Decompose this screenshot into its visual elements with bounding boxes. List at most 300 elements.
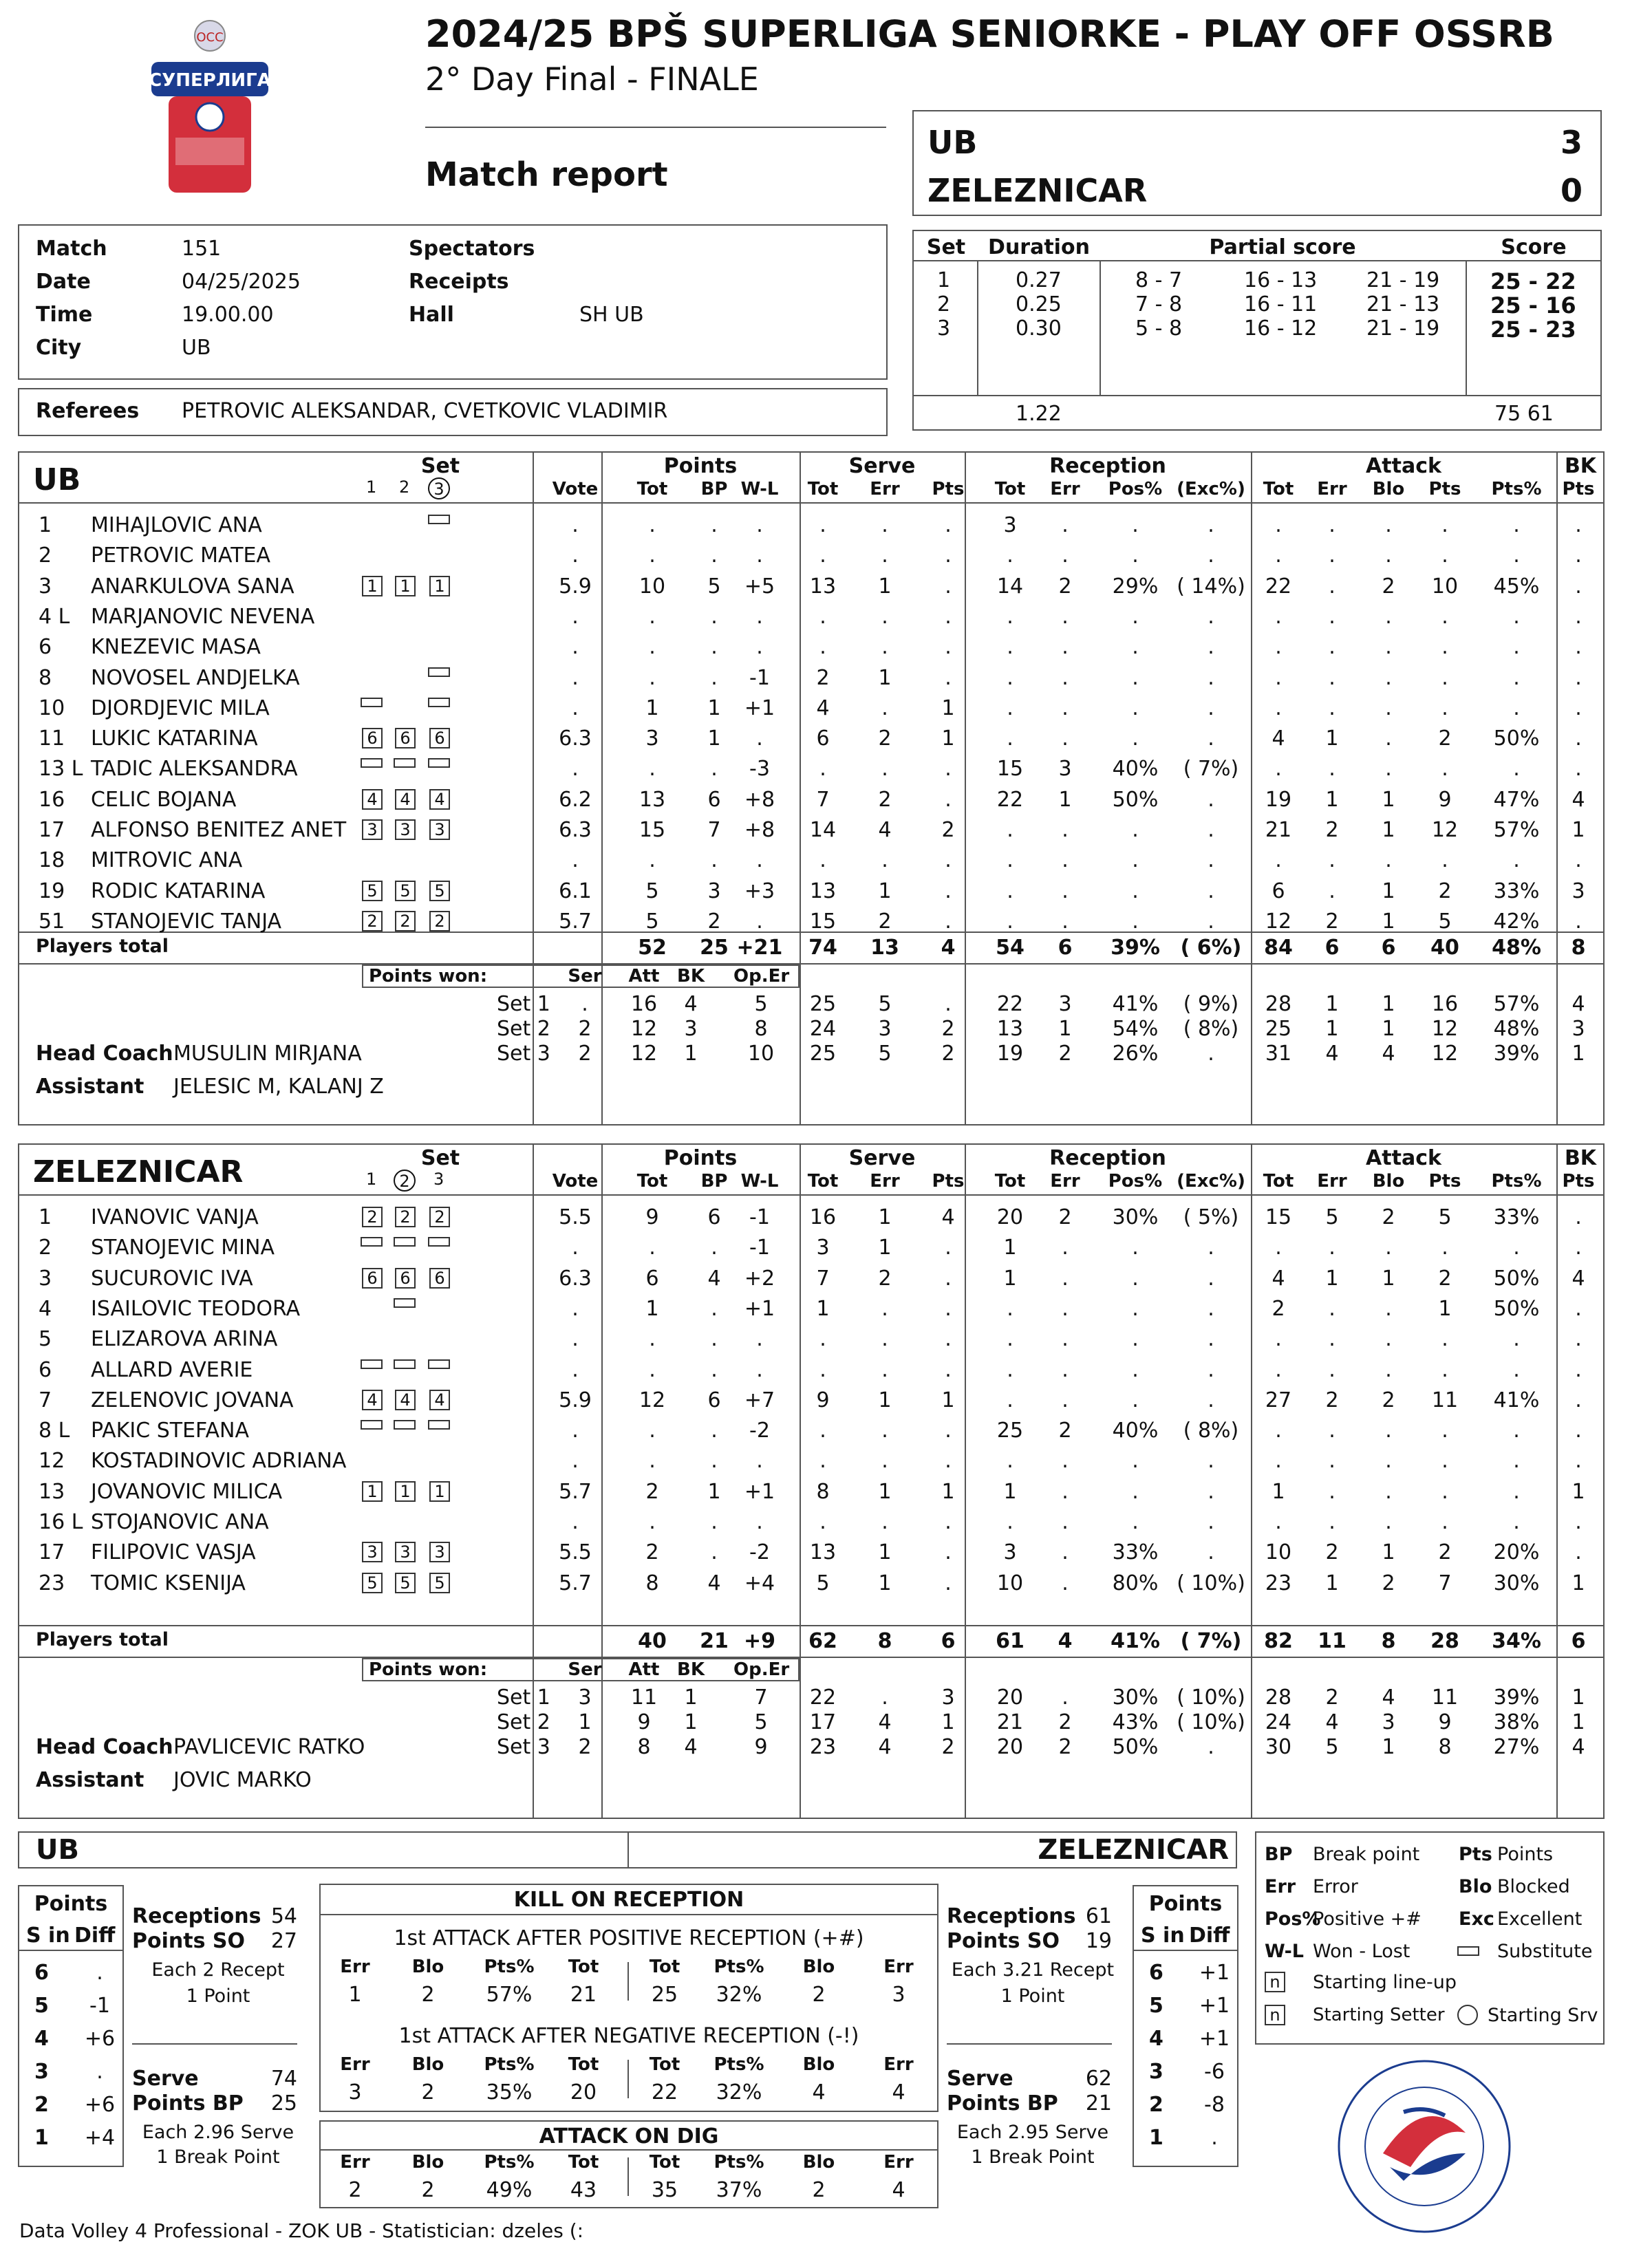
player-name: ZELENOVIC JOVANA [91, 1388, 294, 1412]
stat-cell: . [1208, 726, 1214, 751]
legend-meaning: Positive +# [1313, 1908, 1422, 1930]
total-cell: ( 6%) [1180, 936, 1242, 960]
stat-cell: . [1329, 604, 1335, 629]
column-subheader: Err [1050, 479, 1080, 499]
stat-cell: . [1575, 665, 1582, 690]
starting-position-box: 3 [429, 1542, 450, 1562]
reception-divider [132, 2043, 297, 2045]
stat-cell: 2 [1058, 1419, 1072, 1443]
stat-cell: 5.9 [559, 574, 592, 599]
legend-meaning: Blocked [1497, 1876, 1570, 1897]
stat-cell: . [1062, 1388, 1069, 1412]
player-name: LUKIC KATARINA [91, 726, 258, 751]
total-cell: 8 [1571, 936, 1586, 960]
set-stat-cell: 25 [809, 992, 837, 1016]
total-divider-bottom [18, 963, 1605, 965]
column-subheader: Pts [932, 479, 965, 499]
stat-cell: . [1275, 1327, 1282, 1352]
set-row-label: Set 2 [497, 1710, 550, 1734]
set-stat-cell: 19 [996, 1042, 1024, 1066]
stat-cell: 1 [1571, 818, 1585, 842]
stat-cell: 7 [816, 1266, 830, 1291]
set-header: Set [420, 1146, 460, 1170]
stat-cell: . [1208, 635, 1214, 660]
set-mark: 1 [366, 1170, 377, 1189]
stat-cell: 3 [1058, 757, 1072, 782]
stat-cell: 20 [996, 1205, 1024, 1229]
column-subheader: Tot [636, 479, 668, 499]
stat-cell: . [819, 513, 826, 537]
stat-cell: 5.5 [559, 1205, 592, 1229]
stat-cell: -2 [749, 1540, 770, 1565]
stat-cell: 4 [1571, 1266, 1585, 1291]
column-subheader: Tot [994, 479, 1026, 499]
serve-header: Serve [848, 1146, 916, 1170]
stat-cell: . [945, 635, 952, 660]
stat-cell: 1 [1325, 787, 1339, 812]
stat-cell: . [819, 1419, 826, 1443]
stat-cell: . [1007, 1296, 1013, 1321]
footer-text: Data Volley 4 Professional - ZOK UB - Statistician: dzeles (: [19, 2219, 584, 2242]
points-won-heading: BK [677, 966, 705, 987]
player-number: 17 [39, 1540, 65, 1565]
stat-cell: . [1062, 848, 1069, 873]
stat-cell: 12 [639, 1388, 666, 1412]
set-mark: 2 [394, 1170, 416, 1192]
head-coach-label: Head Coach [36, 1735, 173, 1759]
stat-cell: . [1208, 909, 1214, 934]
stat-cell: . [881, 848, 888, 873]
stat-cell: . [1513, 757, 1520, 782]
stat-cell: 5.7 [559, 1571, 592, 1595]
set-header: Set [420, 454, 460, 478]
set-stat-cell: 24 [809, 1017, 837, 1041]
stat-cell: 4 [816, 696, 830, 720]
points-won-cell: 9 [637, 1710, 651, 1734]
set-stat-cell: 1 [1382, 1735, 1395, 1759]
stat-cell: 13 [809, 1540, 837, 1565]
total-cell: 8 [877, 1629, 892, 1653]
serve-ratio-note-2: 1 Break Point [971, 2146, 1095, 2168]
stat-cell: 2 [1438, 1540, 1452, 1565]
stat-cell: 15 [639, 818, 666, 842]
set-stat-cell: 57% [1493, 992, 1540, 1016]
player-name: MIHAJLOVIC ANA [91, 513, 262, 537]
stat-cell: . [1441, 543, 1448, 568]
stat-cell: . [1441, 1357, 1448, 1382]
stat-cell: . [1329, 1419, 1335, 1443]
stat-cell: 5.7 [559, 909, 592, 934]
receptions-value: 54 [270, 1904, 297, 1928]
kor-value: 2 [812, 2178, 826, 2202]
substitute-marker [361, 758, 383, 768]
stat-cell: . [1208, 1479, 1214, 1504]
set-stat-cell: 5 [1325, 1735, 1339, 1759]
stat-cell: . [1575, 635, 1582, 660]
column-subheader: Tot [807, 479, 839, 499]
stat-cell: . [649, 604, 656, 629]
stat-cell: +1 [744, 696, 775, 720]
stat-cell: . [819, 757, 826, 782]
set-stat-cell: 4 [878, 1710, 892, 1734]
serve-ratio-note-2: 1 Break Point [156, 2146, 280, 2168]
stat-cell: . [572, 1449, 579, 1474]
stat-cell: . [1385, 1419, 1392, 1443]
stat-cell: . [1513, 1510, 1520, 1534]
stat-cell: . [945, 574, 952, 599]
kor-center-divider [627, 2157, 629, 2196]
stat-cell: . [572, 848, 579, 873]
stat-cell: . [1208, 1449, 1214, 1474]
serve-value: 74 [270, 2067, 297, 2091]
points-won-cell: 12 [630, 1017, 658, 1041]
set-stat-cell: 39% [1493, 1685, 1540, 1710]
svg-text:OCC: OCC [196, 30, 224, 45]
rotation-number: 2 [1149, 2093, 1163, 2117]
partial-score-8: 7 - 8 [1135, 292, 1183, 316]
stat-cell: . [1385, 696, 1392, 720]
set-stat-cell: 1 [1325, 1017, 1339, 1041]
city-label: City [36, 336, 82, 360]
stat-cell: 15 [1265, 1205, 1292, 1229]
stat-cell: . [1007, 818, 1013, 842]
stat-cell: . [711, 757, 718, 782]
stat-cell: . [711, 1236, 718, 1260]
stat-cell: 4 [941, 1205, 955, 1229]
stat-cell: . [819, 543, 826, 568]
kor-value: 49% [486, 2178, 533, 2202]
stat-cell: 5 [707, 574, 721, 599]
stat-cell: 50% [1493, 726, 1540, 751]
stat-cell: . [1385, 635, 1392, 660]
stat-cell: . [1275, 1357, 1282, 1382]
total-cell: 48% [1492, 936, 1541, 960]
stat-cell: 2 [707, 909, 721, 934]
total-cell: 25 [700, 936, 729, 960]
stat-cell: 10 [1265, 1540, 1292, 1565]
stat-cell: . [945, 1449, 952, 1474]
starting-position-box: 6 [395, 1268, 416, 1289]
match-city: UB [182, 336, 211, 360]
player-name: STOJANOVIC ANA [91, 1510, 269, 1534]
set-stat-cell: . [945, 992, 952, 1016]
points-won-cell: 9 [754, 1735, 768, 1759]
set-duration: 0.25 [1016, 292, 1062, 316]
time-label: Time [36, 303, 93, 327]
points-won-cell: 8 [754, 1017, 768, 1041]
player-number: 17 [39, 818, 65, 842]
stat-cell: 2 [1382, 1388, 1395, 1412]
player-number: 2 [39, 1236, 52, 1260]
assistant-label: Assistant [36, 1075, 144, 1099]
kor-value: 4 [892, 2178, 905, 2202]
kor-value: 57% [486, 1983, 533, 2007]
stat-cell: 1 [878, 665, 892, 690]
set-stat-cell: 20 [996, 1735, 1024, 1759]
stat-cell: . [881, 513, 888, 537]
rotation-diff: . [96, 1961, 103, 1985]
player-number: 23 [39, 1571, 65, 1595]
stat-cell: . [819, 848, 826, 873]
stat-cell: 1 [1571, 1571, 1585, 1595]
stat-cell: 6 [816, 726, 830, 751]
rotation-diff: +4 [84, 2126, 116, 2150]
stat-cell: . [1208, 1266, 1214, 1291]
set-stat-cell: 21 [996, 1710, 1024, 1734]
stat-cell: . [1441, 635, 1448, 660]
stat-cell: . [1275, 635, 1282, 660]
kill-on-reception-title: KILL ON RECEPTION [513, 1888, 744, 1912]
set-stat-cell: 30 [1265, 1735, 1292, 1759]
total-cell: 54 [996, 936, 1025, 960]
player-name: CELIC BOJANA [91, 787, 237, 812]
stat-cell: . [1007, 848, 1013, 873]
points-won-cell: 1 [684, 1710, 698, 1734]
total-cell: 21 [700, 1629, 729, 1653]
stat-cell: -1 [749, 1236, 770, 1260]
points-won-cell: 16 [630, 992, 658, 1016]
substitute-marker [428, 698, 450, 707]
stat-cell: 7 [816, 787, 830, 812]
starting-position-box: 2 [429, 1207, 450, 1227]
league-logo [144, 14, 275, 200]
total-divider-bottom [18, 1657, 1605, 1658]
set-duration: 0.27 [1016, 268, 1062, 292]
stat-cell: . [881, 1327, 888, 1352]
total-cell: 4 [1058, 1629, 1073, 1653]
stat-cell: 4 [707, 1571, 721, 1595]
column-subheader: Tot [807, 1171, 839, 1192]
stat-cell: 9 [1438, 787, 1452, 812]
points-won-label: Points won: [369, 966, 488, 987]
stat-cell: . [1208, 543, 1214, 568]
total-divider-top [18, 1625, 1605, 1626]
starting-position-box: 2 [429, 911, 450, 931]
legend-abbr: Err [1265, 1876, 1296, 1897]
stat-cell: . [1007, 696, 1013, 720]
stat-cell: . [1132, 1236, 1139, 1260]
stat-cell: 2 [1325, 909, 1339, 934]
legend-meaning: Won - Lost [1313, 1941, 1410, 1962]
stat-cell: . [1275, 848, 1282, 873]
player-number: 2 [39, 543, 52, 568]
set-stat-cell: . [881, 1685, 888, 1710]
stat-cell: 1 [707, 696, 721, 720]
stat-cell: . [649, 665, 656, 690]
total-cell: 61 [996, 1629, 1025, 1653]
hall-label: Hall [409, 303, 454, 327]
substitute-marker [428, 1420, 450, 1430]
kor-value: 2 [421, 2178, 435, 2202]
stat-cell: -1 [749, 1205, 770, 1229]
stat-cell: . [1441, 1327, 1448, 1352]
set-stat-cell: 5 [878, 992, 892, 1016]
stat-cell: . [572, 1510, 579, 1534]
stat-cell: 4 [707, 1266, 721, 1291]
stat-cell: . [1208, 1357, 1214, 1382]
starting-position-box: 5 [429, 1573, 450, 1593]
stat-cell: . [1275, 665, 1282, 690]
stat-cell: 15 [809, 909, 837, 934]
stat-cell: . [819, 1357, 826, 1382]
match-report-label: Match report [425, 155, 668, 194]
stat-cell: 6.1 [559, 879, 592, 903]
stat-cell: . [1513, 1449, 1520, 1474]
stat-cell: . [1007, 726, 1013, 751]
stat-cell: +1 [744, 1296, 775, 1321]
stat-cell: . [1208, 879, 1214, 903]
stat-cell: . [1275, 696, 1282, 720]
player-number: 8 [39, 665, 52, 690]
set-stat-cell: 48% [1493, 1017, 1540, 1041]
stat-cell: . [1575, 1449, 1582, 1474]
legend-meaning: Points [1497, 1844, 1554, 1865]
stat-cell: +8 [744, 818, 775, 842]
column-subheader: Pts [1428, 1171, 1461, 1192]
set-stat-cell: 27% [1493, 1735, 1540, 1759]
head-coach-label: Head Coach [36, 1042, 173, 1066]
stat-cell: 3 [816, 1236, 830, 1260]
rotation-diff: +6 [84, 2027, 116, 2051]
player-name: IVANOVIC VANJA [91, 1205, 259, 1229]
starting-position-box: 3 [362, 819, 383, 840]
stat-cell: . [945, 787, 952, 812]
player-number: 19 [39, 879, 65, 903]
column-subheader: Blo [1372, 479, 1405, 499]
kor-heading-right: Err [883, 2054, 914, 2075]
stat-cell: 30% [1493, 1571, 1540, 1595]
rotation-diff: +1 [1199, 1961, 1230, 1985]
bk-header: BK [1564, 454, 1597, 478]
rotation-diff: -1 [89, 1994, 110, 2018]
rotation-number: 5 [1149, 1994, 1163, 2018]
column-subheader: Pts [1562, 1171, 1595, 1192]
stat-cell: 13 [639, 787, 666, 812]
stat-cell: . [1007, 665, 1013, 690]
kor-heading-left: Pts% [484, 2152, 535, 2173]
stat-cell: 2 [878, 909, 892, 934]
stat-cell: . [945, 848, 952, 873]
stat-cell: . [1329, 1479, 1335, 1504]
spectators-label: Spectators [409, 237, 535, 261]
assistant-name: JELESIC M, KALANJ Z [173, 1075, 384, 1099]
stat-cell: 2 [1438, 879, 1452, 903]
set-mark: 2 [399, 477, 410, 497]
stat-cell: 3 [1003, 513, 1017, 537]
set-stat-cell: 2 [941, 1735, 955, 1759]
starting-position-box: 5 [362, 881, 383, 901]
column-subheader: (Exc%) [1177, 1171, 1245, 1192]
partial-score-16: 16 - 11 [1244, 292, 1318, 316]
stat-cell: . [1329, 635, 1335, 660]
substitute-marker [428, 1359, 450, 1369]
stat-cell: 15 [996, 757, 1024, 782]
summary-away-name: ZELEZNICAR [1038, 1834, 1229, 1866]
stat-cell: 1 [941, 726, 955, 751]
stat-cell: . [1275, 543, 1282, 568]
stat-cell: . [1132, 909, 1139, 934]
stat-cell: 10 [1431, 574, 1459, 599]
stat-cell: 33% [1493, 1205, 1540, 1229]
stat-cell: . [1062, 879, 1069, 903]
stat-cell: . [711, 635, 718, 660]
stat-cell: . [819, 1449, 826, 1474]
substitute-marker [428, 515, 450, 524]
starting-position-box: 5 [429, 881, 450, 901]
partial-score-8: 5 - 8 [1135, 316, 1183, 341]
stat-cell: 6 [1272, 879, 1285, 903]
stat-cell: 10 [996, 1571, 1024, 1595]
kor-heading-right: Err [883, 1957, 914, 1977]
points-won-label: Points won: [369, 1659, 488, 1680]
stat-cell: . [881, 604, 888, 629]
stat-cell: . [649, 1419, 656, 1443]
kor-value: 4 [812, 2080, 826, 2104]
stat-cell: . [945, 513, 952, 537]
stat-cell: . [756, 543, 763, 568]
stat-cell: . [1208, 1327, 1214, 1352]
stat-cell: . [1132, 818, 1139, 842]
rotation-number: 1 [34, 2126, 49, 2150]
stat-cell: . [1007, 1510, 1013, 1534]
set-stat-cell: 22 [809, 1685, 837, 1710]
stat-cell: . [1132, 1479, 1139, 1504]
stat-cell: . [711, 1327, 718, 1352]
serve-ratio-note: Each 2.95 Serve [956, 2122, 1109, 2143]
stat-cell: . [1062, 726, 1069, 751]
stat-cell: . [1513, 543, 1520, 568]
rotation-number: 1 [1149, 2126, 1163, 2150]
column-subheader: Tot [994, 1171, 1026, 1192]
substitute-marker [361, 698, 383, 707]
attack-header: Attack [1366, 1146, 1441, 1170]
receptions-label: Receptions [947, 1904, 1076, 1928]
starting-position-box: 5 [395, 1573, 416, 1593]
stat-cell: . [756, 726, 763, 751]
stat-cell: ( 5%) [1183, 1205, 1239, 1229]
stat-cell: . [756, 513, 763, 537]
set-stat-cell: . [1208, 1042, 1214, 1066]
stat-cell: . [1062, 1327, 1069, 1352]
set-stat-cell: 4 [1325, 1042, 1339, 1066]
stat-cell: . [1208, 787, 1214, 812]
stat-cell: 2 [645, 1479, 659, 1504]
stat-cell: . [1132, 665, 1139, 690]
stat-cell: 4 [1272, 1266, 1285, 1291]
stat-cell: . [1208, 818, 1214, 842]
summary-home-name: UB [36, 1834, 79, 1866]
stat-cell: . [1385, 1296, 1392, 1321]
set-stat-cell: 3 [941, 1685, 955, 1710]
player-name: KNEZEVIC MASA [91, 635, 261, 660]
stat-cell: 1 [878, 1388, 892, 1412]
stat-cell: 1 [1382, 909, 1395, 934]
stat-cell: 80% [1112, 1571, 1159, 1595]
stat-cell: . [1007, 1327, 1013, 1352]
set-score: 25 - 23 [1490, 316, 1576, 343]
stat-cell: +3 [744, 879, 775, 903]
kor-center-divider [627, 1962, 629, 2001]
stat-cell: 6.3 [559, 818, 592, 842]
receipts-label: Receipts [409, 270, 509, 294]
stat-cell: . [1385, 757, 1392, 782]
stat-cell: 41% [1493, 1388, 1540, 1412]
kor-value: 35% [486, 2080, 533, 2104]
home-sin-label: S in [26, 1924, 70, 1948]
stat-cell: . [1513, 1357, 1520, 1382]
stat-cell: . [649, 1357, 656, 1382]
stat-cell: 2 [816, 665, 830, 690]
